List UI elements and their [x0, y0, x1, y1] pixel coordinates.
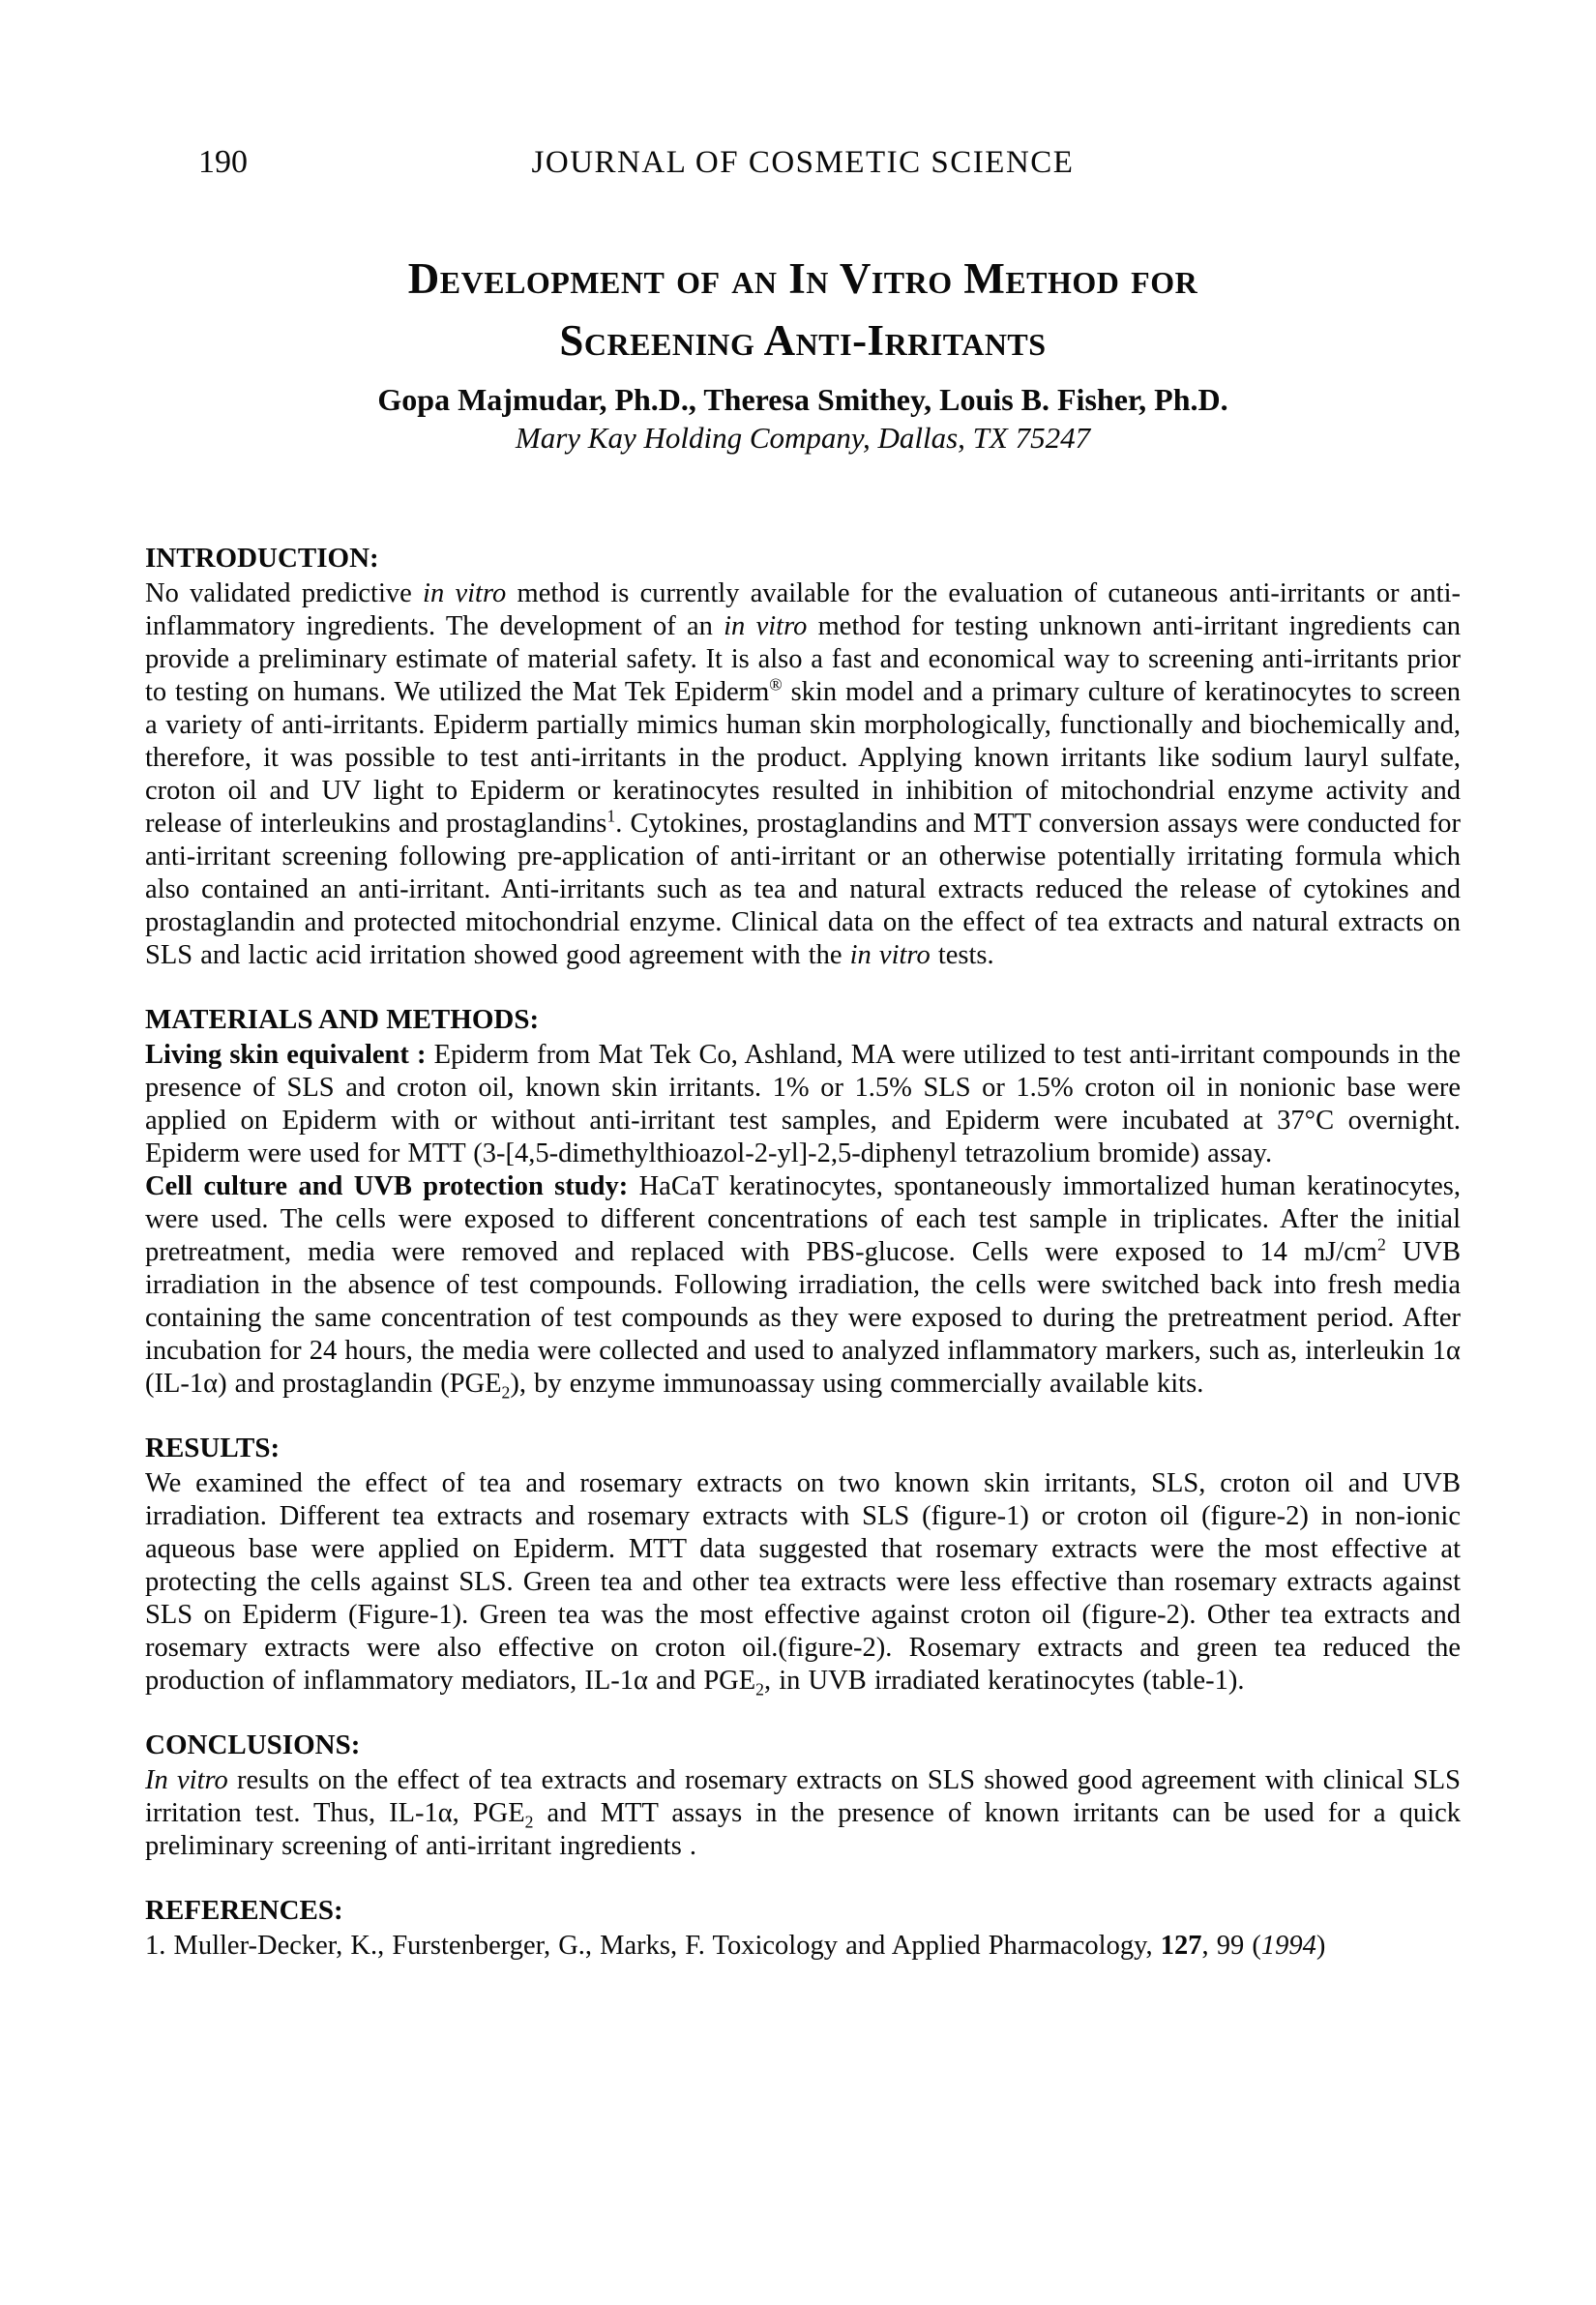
title-block — [145, 248, 1461, 458]
section-heading: CONCLUSIONS: — [145, 1729, 361, 1760]
paragraph: In vitro results on the effect of tea extracts and rosemary extracts on SLS showed good agreement with clinical SLS irritation test. Thus, IL-1α, $PGE_2$ and MTT assays in the presence of known irritants can be used for a quick preliminary screening of anti-irritant ingredients . — [145, 1765, 1461, 1861]
section-paragraphs — [145, 577, 1461, 972]
section-heading: RESULTS: — [145, 1433, 281, 1463]
page-number: 190 — [198, 144, 248, 180]
authors-line: Gopa Majmudar, Ph.D., Theresa Smithey, Louis B. Fisher, Ph.D. — [377, 382, 1228, 417]
running-header — [145, 145, 1461, 180]
paragraph: 1. Muller-Decker, K., Furstenberger, G., Marks, F. Toxicology and Applied Pharmacology, 127, 99 (1994) — [145, 1931, 1326, 1961]
section-materials-and-methods — [145, 1003, 1461, 1401]
section-paragraphs — [145, 1467, 1461, 1698]
article-title-line-1: Development of an In Vitro Method for — [407, 254, 1198, 303]
paragraph: No validated predictive in vitro method is currently available for the evaluation of cutaneous anti-irritants or anti-inflammatory ingredients. The development of an in vitro method for testing unknown anti-irritant ingredients can provide a preliminary estimate of material safety. It is also a fast and economical way to screening anti-irritants prior to testing on humans. We utilized the Mat Tek Epiderm® skin model and a primary culture of keratinocytes to screen a variety of anti-irritants. Epiderm partially mimics human skin morphologically, functionally and biochemically and, therefore, it was possible to test anti-irritants in the product. Applying known irritants like sodium lauryl sulfate, croton oil and UV light to Epiderm or keratinocytes resulted in inhibition of mitochondrial enzyme activity and release of interleukins and prostaglandins$^1$. Cytokines, prostaglandins and MTT conversion assays were conducted for anti-irritant screening following pre-application of anti-irritant or an otherwise potentially irritating formula which also contained an anti-irritant. Anti-irritants such as tea and natural extracts reduced the release of cytokines and prostaglandin and protected mitochondrial enzyme. Clinical data on the effect of tea extracts and natural extracts on SLS and lactic acid irritation showed good agreement with the in vitro tests. — [145, 578, 1462, 970]
paragraph: Living skin equivalent : Epiderm from Mat Tek Co, Ashland, MA were utilized to test anti-irritant compounds in the presence of SLS and croton oil, known skin irritants. 1% or 1.5% SLS or 1.5% croton oil in nonionic base were applied on Epiderm with or without anti-irritant test samples, and Epiderm were incubated at 37°C overnight. Epiderm were used for MTT (3-[4,5-dimethylthioazol-2-yl]-2,5-diphenyl tetrazolium bromide) assay. — [145, 1040, 1461, 1168]
section-paragraphs — [145, 1039, 1461, 1401]
section-references — [145, 1894, 1461, 1963]
section-heading: REFERENCES: — [145, 1895, 343, 1926]
journal-title: JOURNAL OF COSMETIC SCIENCE — [531, 145, 1075, 180]
abstract-content — [145, 542, 1461, 1963]
section-results — [145, 1432, 1461, 1698]
section-introduction — [145, 542, 1461, 972]
section-heading: MATERIALS AND METHODS: — [145, 1004, 540, 1035]
affiliation-line: Mary Kay Holding Company, Dallas, TX 75247 — [515, 421, 1091, 455]
section-conclusions — [145, 1729, 1461, 1863]
section-heading: INTRODUCTION: — [145, 543, 379, 574]
article-title-line-2: Screening Anti-Irritants — [559, 316, 1047, 365]
section-paragraphs — [145, 1930, 1461, 1963]
paragraph: Cell culture and UVB protection study: HaCaT keratinocytes, spontaneously immortalized human keratinocytes, were used. The cells were exposed to different concentrations of each test sample in triplicates. After the initial pretreatment, media were removed and replaced with PBS-glucose. Cells were exposed to 14 $mJ/cm^2$ UVB irradiation in the absence of test compounds. Following irradiation, the cells were switched back into fresh media containing the same concentration of test compounds as they were exposed to during the pretreatment period. After incubation for 24 hours, the media were collected and used to analyzed inflammatory markers, such as, interleukin 1α (IL-1α) and prostaglandin $(PGE_2)$, by enzyme immunoassay using commercially available kits. — [145, 1171, 1462, 1403]
section-paragraphs — [145, 1764, 1461, 1863]
paragraph: We examined the effect of tea and rosemary extracts on two known skin irritants, SLS, croton oil and UVB irradiation. Different tea extracts and rosemary extracts with SLS (figure-1) or croton oil (figure-2) in non-ionic aqueous base were applied on Epiderm. MTT data suggested that rosemary extracts were the most effective at protecting the cells against SLS. Green tea and other tea extracts were less effective than rosemary extracts against SLS on Epiderm (Figure-1). Green tea was the most effective against croton oil (figure-2). Other tea extracts and rosemary extracts were also effective on croton oil.(figure-2). Rosemary extracts and green tea reduced the production of inflammatory mediators, IL-1α and $PGE_2$, in UVB irradiated keratinocytes (table-1). — [145, 1468, 1461, 1699]
